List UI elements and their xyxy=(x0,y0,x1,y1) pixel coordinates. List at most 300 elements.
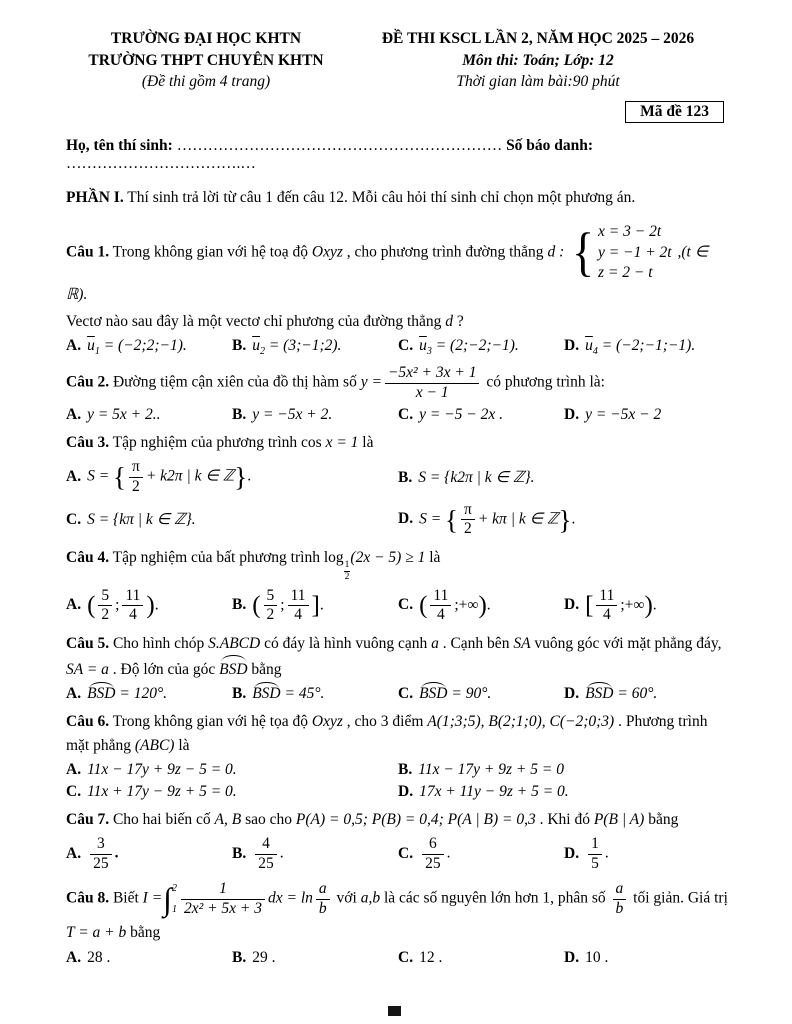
fraction xyxy=(385,364,480,402)
math-events: A, B xyxy=(214,810,242,828)
fraction xyxy=(316,880,330,918)
math-oxyz: Oxyz xyxy=(311,713,343,731)
question-6-text xyxy=(66,710,730,757)
numerator: −5x² + 3x + 1 xyxy=(385,364,480,384)
student-name-label: Họ, tên thí sinh: xyxy=(66,137,173,155)
close-bracket: ] xyxy=(311,591,320,619)
exam-duration: Thời gian làm bài:90 phút xyxy=(456,73,620,91)
period: . xyxy=(114,844,119,862)
option-c xyxy=(66,783,398,801)
set-body: + kπ | k ∈ ℤ xyxy=(477,510,559,528)
fraction xyxy=(90,835,112,873)
question-3-options-row-2 xyxy=(66,501,730,539)
option-b xyxy=(232,835,398,873)
text: . Khi đó xyxy=(535,810,594,828)
option-value: = (−2;−1;−1). xyxy=(597,336,696,354)
option-value: y = −5x + 2. xyxy=(252,406,333,424)
option-label: D. xyxy=(564,596,580,614)
left-set-brace: { xyxy=(445,504,459,535)
text: ? xyxy=(453,312,464,330)
option-label: C. xyxy=(398,948,414,966)
close-paren: ) xyxy=(478,591,487,619)
math-i-equals: I = xyxy=(142,889,163,907)
option-label: D. xyxy=(564,406,580,424)
option-d xyxy=(398,501,730,539)
denominator: 5 xyxy=(591,854,599,872)
text: Trong không gian với hệ toạ độ xyxy=(109,243,312,261)
text: là xyxy=(174,736,190,754)
question-7-label: Câu 7. xyxy=(66,810,110,828)
denominator: 4 xyxy=(437,606,445,624)
question-2-text xyxy=(66,364,730,402)
option-label: C. xyxy=(66,511,82,529)
option-label: C. xyxy=(398,685,414,703)
name-dotted-line: ……………………………………………………… xyxy=(172,137,503,155)
question-4-options xyxy=(66,587,730,625)
math-points: A(1;3;5), B(2;1;0), C(−2;0;3) xyxy=(427,713,615,731)
separator: ; xyxy=(620,596,625,614)
math-oxyz: Oxyz xyxy=(311,243,343,261)
option-value: S = {kπ | k ∈ ℤ}. xyxy=(87,511,196,529)
option-label: C. xyxy=(66,782,82,800)
part-1-label: PHẦN I. xyxy=(66,188,124,206)
math-dx-ln: dx = ln xyxy=(268,889,313,907)
denominator: x − 1 xyxy=(415,383,449,401)
text: là xyxy=(425,548,441,566)
system-lines xyxy=(598,222,672,283)
option-b xyxy=(232,337,398,357)
infinity: +∞ xyxy=(624,596,645,614)
text: Đường tiệm cận xiên của đồ thị hàm số xyxy=(109,373,361,391)
angle-bsd: BSD xyxy=(219,658,247,681)
student-id-label: Số báo danh: xyxy=(506,137,594,155)
option-label: C. xyxy=(398,844,414,862)
option-label: B. xyxy=(398,469,413,487)
question-5-subtext xyxy=(66,658,730,681)
fraction xyxy=(422,835,444,873)
question-7-options xyxy=(66,835,730,873)
question-8-label: Câu 8. xyxy=(66,889,110,907)
period: . xyxy=(279,844,284,862)
option-c xyxy=(66,510,398,529)
text: có phương trình là: xyxy=(486,373,605,391)
angle-bsd: BSD xyxy=(252,685,281,703)
exam-subject: Môn thi: Toán; Lớp: 12 xyxy=(462,51,614,69)
separator: ; xyxy=(280,596,285,614)
option-label: A. xyxy=(66,685,82,703)
math-cos: cos xyxy=(301,434,322,452)
numerator: π xyxy=(129,458,143,478)
option-label: D. xyxy=(398,510,414,528)
option-value: S = {k2π | k ∈ ℤ}. xyxy=(418,469,535,487)
integral-bounds xyxy=(172,881,177,917)
close-paren: ) xyxy=(146,591,155,619)
text: bằng xyxy=(644,810,679,828)
infinity: +∞ xyxy=(458,596,479,614)
option-value: = (3;−1;2). xyxy=(264,336,342,354)
option-label: A. xyxy=(66,844,82,862)
option-value: y = 5x + 2.. xyxy=(87,406,161,424)
math-y-equals: y = xyxy=(360,373,382,391)
option-c xyxy=(398,835,564,873)
question-3-options-row-1 xyxy=(66,458,730,496)
open-paren: ( xyxy=(252,591,261,619)
part-1-heading xyxy=(66,189,730,207)
question-1-subtext xyxy=(66,310,730,333)
option-b xyxy=(398,468,730,487)
question-5-options xyxy=(66,685,730,703)
exam-title-block xyxy=(346,28,730,93)
question-3-text xyxy=(66,431,730,454)
question-6-options-row-1 xyxy=(66,761,730,779)
numerator: 5 xyxy=(98,587,112,607)
option-c xyxy=(398,406,564,424)
numerator: 4 xyxy=(255,835,277,855)
option-c xyxy=(398,337,564,357)
text: có đáy là hình vuông cạnh xyxy=(260,634,432,652)
option-label: D. xyxy=(564,948,580,966)
option-value: = 90°. xyxy=(447,685,492,703)
option-b xyxy=(232,949,398,967)
text: tối giản. Giá trị xyxy=(629,889,728,907)
question-8-text xyxy=(66,880,730,918)
option-d xyxy=(564,406,730,424)
option-label: A. xyxy=(66,760,82,778)
fraction xyxy=(288,587,309,625)
numerator: 5 xyxy=(264,587,278,607)
vector-symbol: $\overline{u}$ xyxy=(419,336,427,354)
exam-code-box: Mã đề 123 xyxy=(625,101,724,123)
numerator: π xyxy=(461,501,475,521)
option-d xyxy=(398,783,730,801)
option-label: D. xyxy=(564,685,580,703)
text: là xyxy=(358,434,374,452)
denominator: 2 xyxy=(132,478,140,496)
question-5-text xyxy=(66,632,730,655)
numerator: 1 xyxy=(344,559,350,570)
question-3 xyxy=(66,431,730,539)
option-a xyxy=(66,406,232,424)
period: . xyxy=(247,468,252,486)
set-prefix: S = xyxy=(419,510,442,528)
text: với xyxy=(332,889,361,907)
denominator: b xyxy=(318,899,327,917)
option-value: y = −5 − 2x . xyxy=(419,406,503,424)
question-8-subtext xyxy=(66,921,730,944)
option-d xyxy=(564,337,730,357)
math-a: a xyxy=(431,634,439,652)
denominator: b xyxy=(615,899,624,917)
id-dotted-line: …………………………….… xyxy=(66,155,256,173)
option-value: y = −5x − 2 xyxy=(585,406,662,424)
math-probabilities: P(A) = 0,5; P(B) = 0,4; P(A | B) = 0,3 xyxy=(295,810,536,828)
option-a xyxy=(66,835,232,873)
right-set-brace: } xyxy=(234,462,248,493)
vector-subscript: 3 xyxy=(426,346,432,358)
exam-code-row xyxy=(66,101,730,123)
option-label: B. xyxy=(232,406,247,424)
option-a xyxy=(66,949,232,967)
period: . xyxy=(571,510,576,528)
numerator: 11 xyxy=(122,587,143,607)
question-1-label: Câu 1. xyxy=(66,243,110,261)
set-prefix: S = xyxy=(87,468,110,486)
school-name-1: TRƯỜNG ĐẠI HỌC KHTN xyxy=(110,30,302,47)
vector-symbol: $\overline{u}$ xyxy=(252,336,260,354)
math-inequality: (2x − 5) ≥ 1 xyxy=(350,548,426,566)
period: . xyxy=(604,844,609,862)
numerator: 3 xyxy=(90,835,112,855)
option-value: = 60°. xyxy=(613,685,658,703)
system-line-2: y = −1 + 2t xyxy=(598,243,672,261)
text: Tập nghiệm của phương trình xyxy=(109,434,302,452)
denominator: 4 xyxy=(294,606,302,624)
fraction xyxy=(129,458,143,496)
page-artifact xyxy=(388,1006,401,1016)
text: Tập nghiệm của bất phương trình xyxy=(109,548,324,566)
text: bằng xyxy=(126,924,161,942)
option-label: A. xyxy=(66,596,82,614)
text: Cho hai biến cố xyxy=(109,810,215,828)
text: Biết xyxy=(109,889,143,907)
close-paren: ) xyxy=(644,591,653,619)
math-d: d xyxy=(445,312,454,330)
question-6 xyxy=(66,710,730,801)
option-b xyxy=(232,587,398,625)
option-label: C. xyxy=(398,336,414,354)
question-2-label: Câu 2. xyxy=(66,373,110,391)
option-a xyxy=(66,337,232,357)
question-3-label: Câu 3. xyxy=(66,434,110,452)
denominator: 2 xyxy=(464,520,472,538)
fraction xyxy=(430,587,451,625)
fraction xyxy=(588,835,602,873)
question-4 xyxy=(66,546,730,625)
question-1 xyxy=(66,222,730,357)
option-label: C. xyxy=(398,596,414,614)
option-value: 28 . xyxy=(87,948,111,966)
student-info-line xyxy=(66,137,730,173)
denominator: 4 xyxy=(603,606,611,624)
text: Cho hình chóp xyxy=(109,634,209,652)
school-name-2: TRƯỜNG THPT CHUYÊN KHTN xyxy=(88,51,324,69)
option-b xyxy=(398,761,730,779)
question-8 xyxy=(66,880,730,966)
fraction xyxy=(122,587,143,625)
question-5-label: Câu 5. xyxy=(66,634,110,652)
math-sa: SA xyxy=(513,634,531,652)
option-a xyxy=(66,458,398,496)
question-2-options xyxy=(66,406,730,424)
vector-symbol: $\overline{u}$ xyxy=(87,336,95,354)
period: . xyxy=(154,596,159,614)
question-4-text xyxy=(66,546,730,583)
denominator: 2 xyxy=(344,571,350,582)
numerator: a xyxy=(316,880,330,900)
option-d xyxy=(564,685,730,703)
option-value: 11x − 17y + 9z + 5 = 0 xyxy=(418,760,564,778)
angle-bsd: BSD xyxy=(585,685,614,703)
option-d xyxy=(564,835,730,873)
option-d xyxy=(564,587,730,625)
integral-sign: ∫ xyxy=(163,881,172,918)
denominator: 25 xyxy=(93,854,109,872)
equation-system xyxy=(570,222,672,283)
separator: ; xyxy=(115,596,120,614)
school-block xyxy=(66,28,346,93)
question-6-options-row-2 xyxy=(66,783,730,801)
right-set-brace: } xyxy=(558,504,572,535)
option-c xyxy=(398,949,564,967)
vector-symbol: $\overline{u}$ xyxy=(585,336,593,354)
header xyxy=(66,28,730,93)
left-brace: { xyxy=(572,222,595,283)
numerator: 11 xyxy=(288,587,309,607)
option-a xyxy=(66,685,232,703)
text: . Cạnh bên xyxy=(438,634,514,652)
fraction xyxy=(98,587,112,625)
numerator: 1 xyxy=(181,880,265,900)
vector-subscript: 4 xyxy=(592,346,598,358)
denominator: 25 xyxy=(258,854,274,872)
math-log: log xyxy=(323,548,344,566)
period: . xyxy=(446,844,451,862)
fraction xyxy=(613,880,627,918)
option-label: D. xyxy=(564,336,580,354)
vector-subscript: 2 xyxy=(259,346,265,358)
math-t-real: ,(t ∈ ℝ). xyxy=(66,243,709,304)
text: . Độ lớn của góc xyxy=(108,661,220,679)
angle-bsd: BSD xyxy=(87,685,116,703)
option-value: 12 . xyxy=(419,948,443,966)
text: , cho phương trình đường thẳng xyxy=(342,243,548,261)
period: . xyxy=(319,596,324,614)
option-a xyxy=(66,587,232,625)
option-label: B. xyxy=(232,336,247,354)
math-sabcd: S.ABCD xyxy=(208,634,261,652)
left-set-brace: { xyxy=(113,462,127,493)
option-d xyxy=(564,949,730,967)
text: Vectơ nào sau đây là một vectơ chỉ phương của đường thẳng xyxy=(66,312,446,330)
text: là các số nguyên lớn hơn 1, phân số xyxy=(380,889,610,907)
system-line-1: x = 3 − 2t xyxy=(598,223,662,241)
question-4-label: Câu 4. xyxy=(66,548,110,566)
option-value: = 45°. xyxy=(280,685,325,703)
option-value: = (−2;2;−1). xyxy=(99,336,187,354)
denominator: 2x² + 5x + 3 xyxy=(183,899,263,917)
option-value: = (2;−2;−1). xyxy=(431,336,519,354)
option-value: = 120°. xyxy=(115,685,168,703)
angle-bsd: BSD xyxy=(419,685,448,703)
math-conditional: P(B | A) xyxy=(593,810,645,828)
period: . xyxy=(652,596,657,614)
text: Trong không gian với hệ tọa độ xyxy=(109,713,312,731)
open-paren: ( xyxy=(419,591,428,619)
text: . Phương trình mặt phẳng xyxy=(66,713,708,754)
denominator: 25 xyxy=(425,854,441,872)
integral xyxy=(163,881,177,917)
option-label: A. xyxy=(66,948,82,966)
denominator: 2 xyxy=(101,606,110,624)
option-label: B. xyxy=(232,948,247,966)
question-1-text xyxy=(66,222,730,307)
option-label: B. xyxy=(232,685,247,703)
text: bằng xyxy=(247,661,282,679)
text: , cho 3 điểm xyxy=(342,713,428,731)
math-line-d: d : xyxy=(547,243,565,261)
upper-bound: 2 xyxy=(171,883,177,895)
numerator: 6 xyxy=(422,835,444,855)
fraction xyxy=(264,587,278,625)
question-1-options xyxy=(66,337,730,357)
option-c xyxy=(398,685,564,703)
option-b xyxy=(232,406,398,424)
option-label: B. xyxy=(232,596,247,614)
option-label: B. xyxy=(398,760,413,778)
question-5 xyxy=(66,632,730,704)
text: vuông góc với mặt phẳng đáy, xyxy=(530,634,722,652)
math-t-equals: T = a + b xyxy=(66,924,127,942)
option-label: D. xyxy=(564,844,580,862)
option-c xyxy=(398,587,564,625)
option-label: A. xyxy=(66,336,82,354)
part-1-desc: Thí sinh trả lời từ câu 1 đến câu 12. Mỗi câu hỏi thí sinh chỉ chọn một phương án. xyxy=(123,188,636,206)
period: . xyxy=(486,596,491,614)
question-6-label: Câu 6. xyxy=(66,713,110,731)
math-abc-plane: (ABC) xyxy=(134,736,175,754)
math-equation: x = 1 xyxy=(325,434,359,452)
separator: ; xyxy=(454,596,459,614)
option-label: A. xyxy=(66,406,82,424)
denominator: 4 xyxy=(129,606,137,624)
fraction xyxy=(461,501,475,539)
question-7-text xyxy=(66,808,730,831)
option-b xyxy=(232,685,398,703)
numerator: 11 xyxy=(430,587,451,607)
open-paren: ( xyxy=(87,591,96,619)
question-7 xyxy=(66,808,730,873)
exam-title: ĐỀ THI KSCL LẦN 2, NĂM HỌC 2025 – 2026 xyxy=(381,30,695,47)
lower-bound: 1 xyxy=(171,904,177,916)
math-ab: a,b xyxy=(360,889,381,907)
question-2 xyxy=(66,364,730,424)
denominator: 2 xyxy=(266,606,275,624)
option-value: 29 . xyxy=(252,948,276,966)
question-8-options xyxy=(66,949,730,967)
option-label: D. xyxy=(398,782,414,800)
fraction xyxy=(596,587,617,625)
exam-pages-note: (Đề thi gồm 4 trang) xyxy=(141,73,271,91)
option-label: C. xyxy=(398,406,414,424)
option-value: 17x + 11y − 9z + 5 = 0. xyxy=(419,782,569,800)
vector-subscript: 1 xyxy=(94,346,100,358)
option-value: 11x − 17y + 9z − 5 = 0. xyxy=(87,760,237,778)
open-bracket: [ xyxy=(585,591,594,619)
fraction xyxy=(181,880,265,918)
numerator: a xyxy=(613,880,627,900)
option-value: 11x + 17y − 9z + 5 = 0. xyxy=(87,782,237,800)
fraction xyxy=(255,835,277,873)
option-a xyxy=(66,761,398,779)
math-sa-equals-a: SA = a xyxy=(66,661,109,679)
option-label: B. xyxy=(232,844,247,862)
text: sao cho xyxy=(241,810,296,828)
set-body: + k2π | k ∈ ℤ xyxy=(145,468,235,486)
system-line-3: z = 2 − t xyxy=(598,263,653,281)
option-value: 10 . xyxy=(585,948,609,966)
numerator: 1 xyxy=(588,835,602,855)
option-label: A. xyxy=(66,468,82,486)
